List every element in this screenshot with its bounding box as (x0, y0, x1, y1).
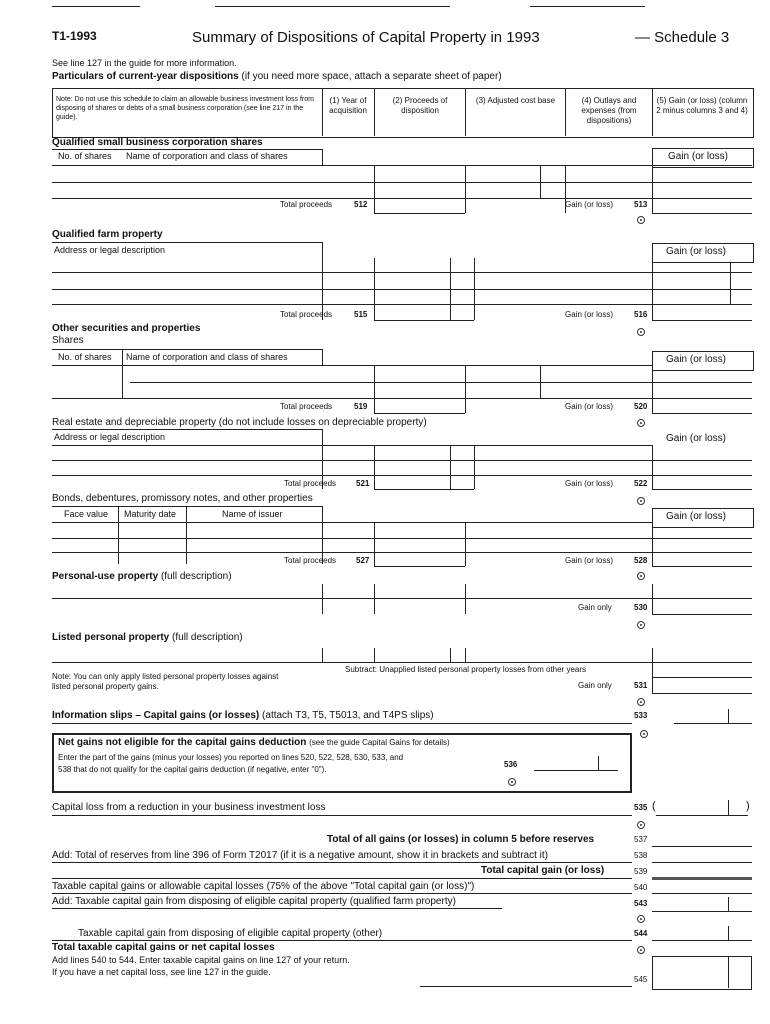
rule (728, 897, 729, 911)
realestate-gain-field[interactable] (652, 489, 752, 490)
rule (420, 986, 632, 987)
farm-add-line: 543 (634, 899, 648, 908)
rule (118, 506, 119, 564)
rule (374, 522, 375, 566)
realestate-gain-line: 522 (634, 479, 648, 488)
other-total-line: 519 (354, 402, 368, 411)
rule (52, 165, 752, 166)
column-note: Note: Do not use this schedule to claim an allowable business investment loss from disposing of shares or debts of a small business corporation (see line 217 in the guide). (56, 96, 314, 121)
rule (374, 258, 375, 320)
slips-title-rest: (attach T3, T5, T5013, and T4PS slips) (262, 710, 434, 721)
rule (728, 709, 729, 723)
farm-gain-line: 516 (634, 310, 648, 319)
personal-title-rest: (full description) (160, 571, 232, 582)
other-total-field[interactable] (374, 413, 465, 414)
rule (52, 349, 322, 350)
bonds-hdr-issuer: Name of issuer (222, 509, 283, 519)
rule (52, 149, 322, 150)
qsbc-gain-field[interactable] (652, 213, 752, 214)
qsbc-row-2[interactable] (52, 198, 752, 199)
rule (374, 165, 375, 213)
col-outlays-header: (4) Outlays and expenses (from dispositions) (581, 96, 637, 125)
rule (322, 349, 323, 365)
other-gain-label: Gain (or loss) (565, 402, 614, 411)
listed-subtract-field[interactable] (652, 677, 752, 678)
bonds-gain-field[interactable] (652, 566, 752, 567)
rule (52, 522, 652, 523)
section-other-subtitle: Shares (52, 335, 84, 346)
rule (374, 648, 375, 662)
rule (52, 242, 322, 243)
rule (374, 445, 375, 489)
net-gains-title-rest: (see the guide Capital Gains for details) (309, 738, 450, 747)
rule (52, 862, 632, 863)
total-cg-field[interactable] (652, 877, 752, 880)
realestate-total-label: Total proceeds (284, 479, 337, 488)
personal-title-bold: Personal-use property (52, 571, 159, 582)
bullet-icon (640, 730, 648, 738)
rule (652, 445, 653, 489)
capital-loss-line: 535 (634, 803, 648, 812)
bonds-gain-label: Gain (or loss) (565, 556, 614, 565)
rule (52, 445, 652, 446)
personal-gain-label: Gain only (578, 603, 612, 612)
bonds-gain-header: Gain (or loss) (666, 511, 727, 522)
farm-gain-field[interactable] (652, 320, 752, 321)
bonds-row-1[interactable] (52, 538, 752, 539)
bonds-row-2[interactable] (52, 552, 752, 553)
rule (374, 365, 375, 413)
rule (652, 165, 653, 213)
net-gains-title-bold: Net gains not eligible for the capital gains deduction (58, 737, 307, 748)
rule (465, 522, 466, 566)
rule (652, 365, 653, 413)
farm-add-field[interactable] (652, 911, 752, 912)
reserves-line: 538 (634, 851, 648, 860)
slips-title-bold: Information slips – Capital gains (or losses) (52, 710, 260, 721)
qsbc-hdr-name: Name of corporation and class of shares (126, 151, 288, 161)
rule (52, 940, 632, 941)
top-rule (530, 6, 645, 7)
rule (322, 149, 323, 165)
capital-loss-field[interactable] (656, 815, 748, 816)
other-gain-header: Gain (or loss) (666, 354, 727, 365)
qsbc-total-field[interactable] (374, 213, 465, 214)
rule (652, 662, 653, 693)
col-divider (565, 88, 566, 136)
realestate-total-field[interactable] (374, 489, 474, 490)
reserves-field[interactable] (652, 862, 752, 863)
net-gains-text-1: Enter the part of the gains (minus your losses) you reported on lines 520, 522, 528, 530, 533, and (58, 753, 404, 762)
particulars-bold: Particulars of current-year dispositions (52, 71, 239, 82)
top-rule (215, 6, 450, 7)
rule (52, 723, 632, 724)
rule (540, 165, 541, 198)
rule (322, 648, 323, 662)
slips-field[interactable] (674, 723, 752, 724)
qsbc-row-1[interactable] (52, 182, 752, 183)
farm-add-label: Add: Taxable capital gain from disposing of eligible capital property (qualified farm property) (52, 896, 456, 907)
bullet-icon (637, 216, 645, 224)
rule (52, 908, 502, 909)
bullet-icon (637, 915, 645, 923)
qsbc-total-label: Total proceeds (280, 200, 333, 209)
rule (52, 365, 652, 366)
rule (728, 926, 729, 940)
bullet-icon (637, 621, 645, 629)
total-col5-label: Total of all gains (or losses) in column 5 before reserves (327, 834, 595, 845)
total-col5-line: 537 (634, 835, 648, 844)
final-text-1: Add lines 540 to 544. Enter taxable capital gains on line 127 of your return. (52, 955, 350, 965)
rule (652, 258, 653, 320)
bullet-icon (637, 698, 645, 706)
other-row-1[interactable] (130, 382, 752, 383)
net-gains-line: 536 (504, 760, 518, 769)
form-title: Summary of Dispositions of Capital Property in 1993 (192, 29, 540, 46)
rule (450, 648, 451, 662)
see-guide: See line 127 in the guide for more information. (52, 58, 237, 68)
net-gains-text-2: 538 that do not qualify for the capital gains deduction (if negative, enter "0"). (58, 765, 327, 774)
rule (52, 878, 632, 879)
rule (465, 584, 466, 614)
realestate-hdr-address: Address or legal description (54, 432, 166, 442)
realestate-total-line: 521 (356, 479, 370, 488)
farm-row-1[interactable] (52, 272, 752, 273)
bullet-icon (637, 419, 645, 427)
particulars-note: (if you need more space, attach a separate sheet of paper) (241, 71, 502, 82)
rule (52, 429, 322, 430)
farm-row-3[interactable] (52, 304, 752, 305)
taxable-line: 540 (634, 883, 648, 892)
realestate-row-2[interactable] (52, 475, 752, 476)
other-total-label: Total proceeds (280, 402, 333, 411)
farm-gain-header: Gain (or loss) (666, 246, 727, 257)
section-listed-title (52, 633, 243, 643)
reserves-label: Add: Total of reserves from line 396 of Form T2017 (if it is a negative amount, show it in brackets and subtract it) (52, 850, 548, 861)
listed-title-bold: Listed personal property (52, 632, 170, 643)
qsbc-gain-label: Gain (or loss) (565, 200, 614, 209)
form-id: T1-1993 (52, 29, 97, 43)
final-text-2: If you have a net capital loss, see line 127 in the guide. (52, 967, 271, 977)
schedule-label: — Schedule 3 (635, 29, 730, 46)
bullet-icon (508, 778, 516, 786)
listed-gain-line: 531 (634, 681, 648, 690)
other-hdr-shares: No. of shares (58, 352, 112, 362)
net-gains-field[interactable] (534, 770, 618, 771)
other-gain-line: 520 (634, 402, 648, 411)
listed-subtract: Subtract: Unapplied listed personal property losses from other years (345, 665, 587, 674)
other-row-2[interactable] (52, 398, 752, 399)
farm-total-label: Total proceeds (280, 310, 333, 319)
other-gain-field[interactable] (652, 413, 752, 414)
rule (186, 506, 187, 564)
rule (540, 365, 541, 398)
farm-total-line: 515 (354, 310, 368, 319)
farm-total-field[interactable] (374, 320, 474, 321)
rule (598, 756, 599, 770)
final-line: 545 (634, 975, 648, 984)
bonds-hdr-maturity: Maturity date (124, 509, 177, 519)
qsbc-hdr-shares: No. of shares (58, 151, 112, 161)
rule (652, 584, 653, 614)
section-other-title: Other securities and properties (52, 323, 201, 334)
net-gains-heading (58, 738, 450, 748)
listed-title-rest: (full description) (172, 632, 243, 643)
rule (322, 242, 323, 320)
realestate-row-1[interactable] (52, 460, 752, 461)
paren-close: ) (746, 800, 750, 812)
other-add-line: 544 (634, 929, 648, 938)
qsbc-total-line: 512 (354, 200, 368, 209)
rule (474, 445, 475, 489)
listed-gain-field[interactable] (652, 693, 752, 694)
other-add-field[interactable] (652, 940, 752, 941)
particulars-heading (52, 72, 502, 82)
taxable-label: Taxable capital gains or allowable capital losses (75% of the above "Total capital gain (or loss)") (52, 881, 475, 892)
rule (374, 584, 375, 614)
other-add-label: Taxable capital gain from disposing of eligible capital property (other) (78, 928, 383, 939)
col-year-header: (1) Year of acquisition (329, 96, 367, 115)
rule (450, 445, 451, 489)
rule (730, 262, 731, 304)
rule (652, 648, 653, 662)
listed-row-1[interactable] (52, 662, 752, 663)
col-divider (374, 88, 375, 136)
section-personal-title (52, 572, 232, 582)
bonds-gain-line: 528 (634, 556, 648, 565)
personal-gain-field[interactable] (652, 614, 752, 615)
personal-row-1[interactable] (52, 598, 752, 599)
farm-hdr-address: Address or legal description (54, 245, 166, 255)
slips-line: 533 (634, 711, 648, 720)
rule (465, 648, 466, 662)
paren-open: ( (652, 800, 656, 812)
bonds-total-line: 527 (356, 556, 370, 565)
col-proceeds-header: (2) Proceeds of disposition (392, 96, 448, 115)
rule (465, 365, 466, 413)
rule (52, 893, 632, 894)
listed-note: Note: You can only apply listed personal property losses against listed personal property gains. (52, 672, 279, 692)
farm-row-2[interactable] (52, 289, 752, 290)
top-rule (52, 6, 140, 7)
qsbc-gain-header: Gain (or loss) (668, 151, 729, 162)
col-acb-header: (3) Adjusted cost base (475, 96, 556, 105)
bullet-icon (637, 328, 645, 336)
qsbc-gain-line: 513 (634, 200, 648, 209)
rule (52, 815, 632, 816)
rule (465, 165, 466, 213)
bonds-total-label: Total proceeds (284, 556, 337, 565)
bullet-icon (637, 572, 645, 580)
total-cg-label: Total capital gain (or loss) (481, 865, 605, 876)
realestate-gain-label: Gain (or loss) (565, 479, 614, 488)
rule (474, 258, 475, 320)
section-realestate-title: Real estate and depreciable property (do not include losses on depreciable property) (52, 417, 427, 428)
personal-gain-line: 530 (634, 603, 648, 612)
realestate-gain-header: Gain (or loss) (666, 433, 727, 444)
col-divider (652, 88, 653, 136)
bullet-icon (637, 821, 645, 829)
rule (728, 956, 729, 988)
slips-label (52, 711, 434, 721)
taxable-field[interactable] (652, 893, 752, 894)
col-divider (465, 88, 466, 136)
rule (652, 522, 653, 566)
rule (122, 349, 123, 399)
rule (728, 800, 729, 815)
section-farm-title: Qualified farm property (52, 229, 163, 240)
section-qsbc-title: Qualified small business corporation shares (52, 137, 263, 148)
final-field[interactable] (652, 956, 752, 990)
col-gain-header: (5) Gain (or loss) (column 2 minus columns 3 and 4) (656, 96, 748, 115)
bonds-total-field[interactable] (374, 566, 465, 567)
rule (52, 506, 322, 507)
rule (450, 258, 451, 320)
bullet-icon (637, 946, 645, 954)
total-cg-line: 539 (634, 867, 648, 876)
total-col5-field[interactable] (652, 846, 752, 847)
other-hdr-name: Name of corporation and class of shares (126, 352, 288, 362)
bullet-icon (637, 497, 645, 505)
final-label-bold: Total taxable capital gains or net capital losses (52, 942, 275, 953)
listed-gain-label: Gain only (578, 681, 612, 690)
rule (322, 584, 323, 614)
capital-loss-label: Capital loss from a reduction in your business investment loss (52, 802, 326, 813)
bonds-hdr-face: Face value (64, 509, 109, 519)
section-bonds-title: Bonds, debentures, promissory notes, and other properties (52, 493, 313, 504)
farm-gain-label: Gain (or loss) (565, 310, 614, 319)
